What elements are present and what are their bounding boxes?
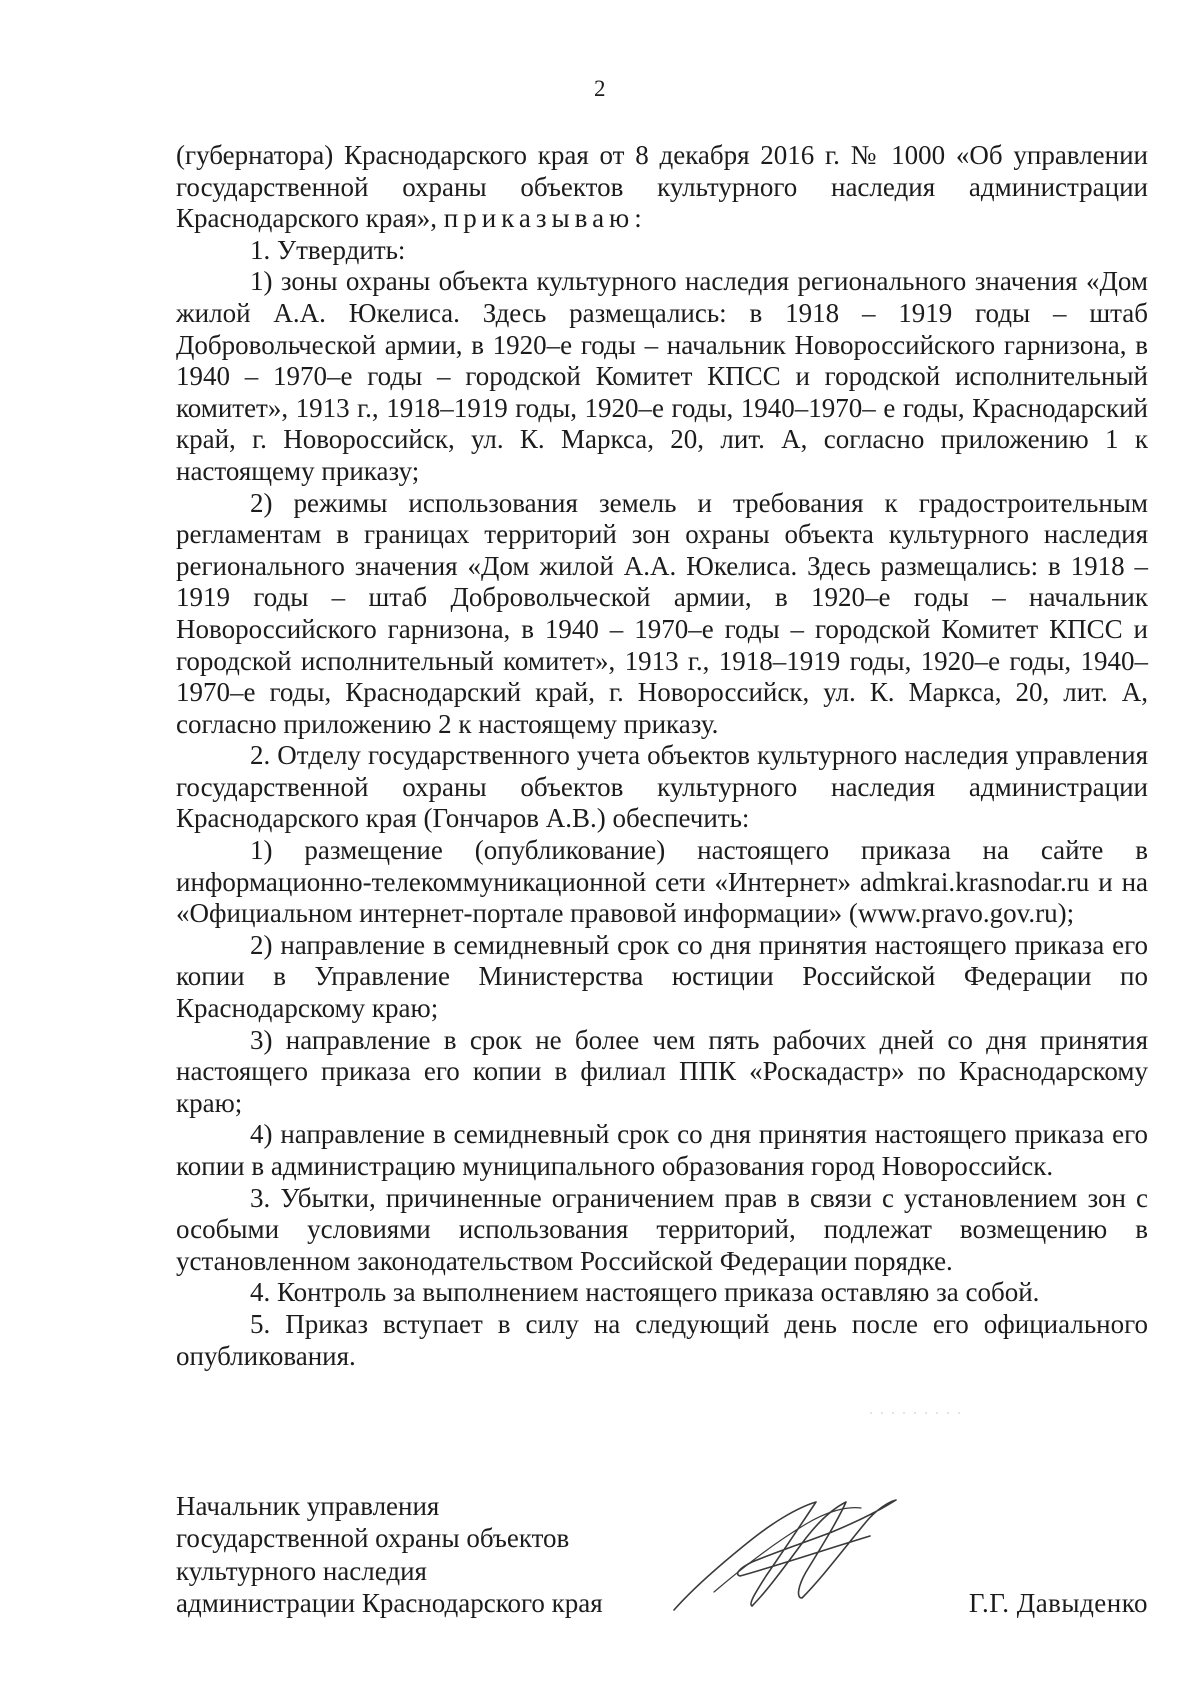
paragraph-item-1-1: 1) зоны охраны объекта культурного наследия регионального значения «Дом жилой А.А. Юкелиса. Здесь размещались: в 1918 – 1919 годы – штаб Добровольческой армии, в 1920–е годы – начальник Новороссийского гарнизона, в 1940 – 1970–е годы – городской Комитет КПСС и городской исполнительный комитет», 1913 г., 1918–1919 годы, 1920–е годы, 1940–1970– е годы, Краснодарский край, г. Новороссийск, ул. К. Маркса, 20, лит. А, согласно приложению 1 к настоящему приказу;	[176, 266, 1148, 486]
paragraph-item-2-2: 2) направление в семидневный срок со дня принятия настоящего приказа его копии в Управление Министерства юстиции Российской Федерации по Краснодарскому краю;	[176, 929, 1148, 1024]
signature-block	[176, 1490, 1148, 1650]
paragraph-item-5: 5. Приказ вступает в силу на следующий день после его официального опубликования.	[176, 1308, 1148, 1371]
paragraph-item-2-4: 4) направление в семидневный срок со дня принятия настоящего приказа его копии в администрацию муниципального образования город Новороссийск.	[176, 1119, 1148, 1181]
paragraph-preamble	[176, 140, 1148, 235]
signer-position-line: культурного наследия	[176, 1555, 427, 1586]
paragraph-item-4: 4. Контроль за выполнением настоящего приказа оставляю за собой.	[250, 1277, 1040, 1308]
paragraph-item-1: 1. Утвердить:	[250, 234, 406, 265]
signer-name: Г.Г. Давыденко	[968, 1588, 1148, 1618]
signer-position-line: Начальник управления	[176, 1491, 440, 1521]
paragraph-item-2: 2. Отделу государственного учета объектов культурного наследия управления государственной охраны объектов культурного наследия администрации Краснодарского края (Гончаров А.В.) обеспечить:	[176, 740, 1148, 834]
handwritten-signature	[656, 1480, 906, 1630]
paragraph-item-2-1: 1) размещение (опубликование) настоящего приказа на сайте в информационно-телекоммуникационной сети «Интернет» admkrai.krasnodar.ru и на «Официальном интернет-портале правовой информации» (www.pravo.gov.ru);	[176, 835, 1148, 929]
signer-position-line: администрации Краснодарского края	[176, 1588, 603, 1619]
preamble-colon: :	[634, 203, 642, 234]
preamble-text: (губернатора) Краснодарского края от 8 декабря 2016 г. № 1000 «Об управлении государственной охраны объектов культурного наследия администрации Краснодарского края»,	[176, 140, 1148, 234]
paragraph-item-1-2: 2) режимы использования земель и требования к градостроительным регламентам в границах территорий зон охраны объекта культурного наследия регионального значения «Дом жилой А.А. Юкелиса. Здесь размещались: в 1918 – 1919 годы – штаб Добровольческой армии, в 1920–е годы – начальник Новороссийского гарнизона, в 1940 – 1970–е годы – городской Комитет КПСС и городской исполнительный комитет», 1913 г., 1918–1919 годы, 1920–е годы, 1940–1970–е годы, Краснодарский край, г. Новороссийск, ул. К. Маркса, 20, лит. А, согласно приложению 2 к настоящему приказу.	[176, 487, 1148, 739]
page-number: 2	[594, 76, 606, 101]
scan-speck-mark	[870, 1412, 960, 1414]
paragraph-item-3: 3. Убытки, причиненные ограничением прав в связи с установлением зон с особыми условиями использования территорий, подлежат возмещению в установленном законодательством Российской Федерации порядке.	[176, 1182, 1148, 1276]
signer-position-line: государственной охраны объектов	[176, 1523, 570, 1554]
paragraph-item-2-3: 3) направление в срок не более чем пять рабочих дней со дня принятия настоящего приказа его копии в филиал ППК «Роскадастр» по Краснодарскому краю;	[176, 1024, 1148, 1118]
order-body	[176, 140, 1148, 1372]
order-word: приказываю	[443, 203, 635, 234]
